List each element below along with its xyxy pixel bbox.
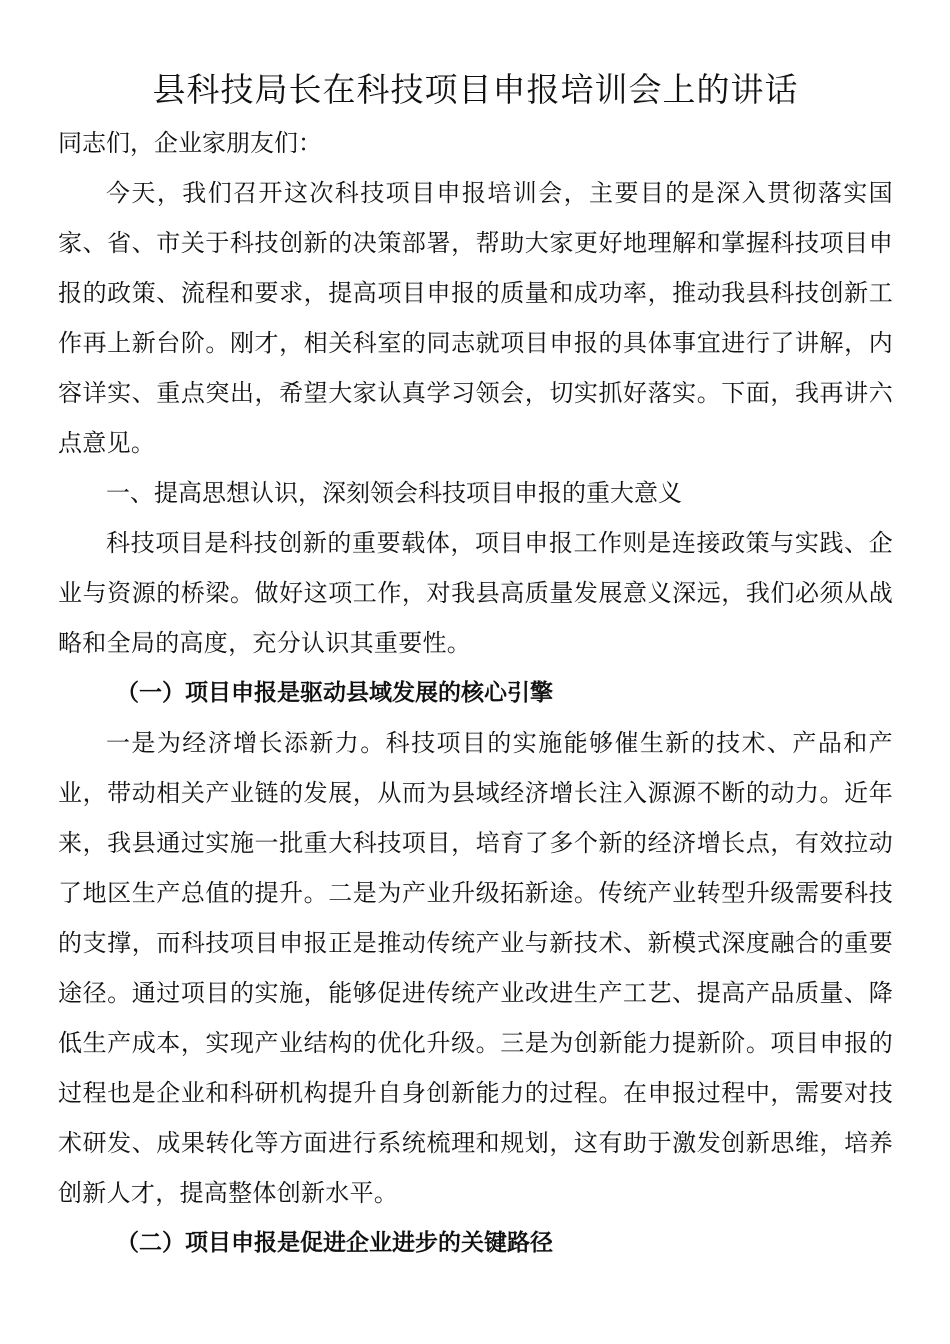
section-1-paragraph: 科技项目是科技创新的重要载体，项目申报工作则是连接政策与实践、企业与资源的桥梁。做好这项工作，对我县高质量发展意义深远，我们必须从战略和全局的高度，充分认识其重要性。	[58, 529, 893, 657]
section-1-heading: 一、提高思想认识，深刻领会科技项目申报的重大意义	[106, 479, 682, 507]
intro-paragraph: 今天，我们召开这次科技项目申报培训会，主要目的是深入贯彻落实国家、省、市关于科技创新的决策部署，帮助大家更好地理解和掌握科技项目申报的政策、流程和要求，提高项目申报的质量和成功率，推动我县科技创新工作再上新台阶。刚才，相关科室的同志就项目申报的具体事宜进行了讲解，内容详实、重点突出，希望大家认真学习领会，切实抓好落实。下面，我再讲六点意见。	[58, 179, 893, 457]
document-page	[58, 62, 893, 1268]
salutation: 同志们，企业家朋友们：	[58, 129, 322, 157]
subsection-1-heading: （一）项目申报是驱动县域发展的核心引擎	[116, 680, 553, 706]
subsection-2-heading: （二）项目申报是促进企业进步的关键路径	[116, 1230, 553, 1256]
subsection-1-paragraph: 一是为经济增长添新力。科技项目的实施能够催生新的技术、产品和产业，带动相关产业链的发展，从而为县域经济增长注入源源不断的动力。近年来，我县通过实施一批重大科技项目，培育了多个新的经济增长点，有效拉动了地区生产总值的提升。二是为产业升级拓新途。传统产业转型升级需要科技的支撑，而科技项目申报正是推动传统产业与新技术、新模式深度融合的重要途径。通过项目的实施，能够促进传统产业改进生产工艺、提高产品质量、降低生产成本，实现产业结构的优化升级。三是为创新能力提新阶。项目申报的过程也是企业和科研机构提升自身创新能力的过程。在申报过程中，需要对技术研发、成果转化等方面进行系统梳理和规划，这有助于激发创新思维，培养创新人才，提高整体创新水平。	[58, 729, 893, 1207]
document-title: 县科技局长在科技项目申报培训会上的讲话	[152, 70, 799, 109]
